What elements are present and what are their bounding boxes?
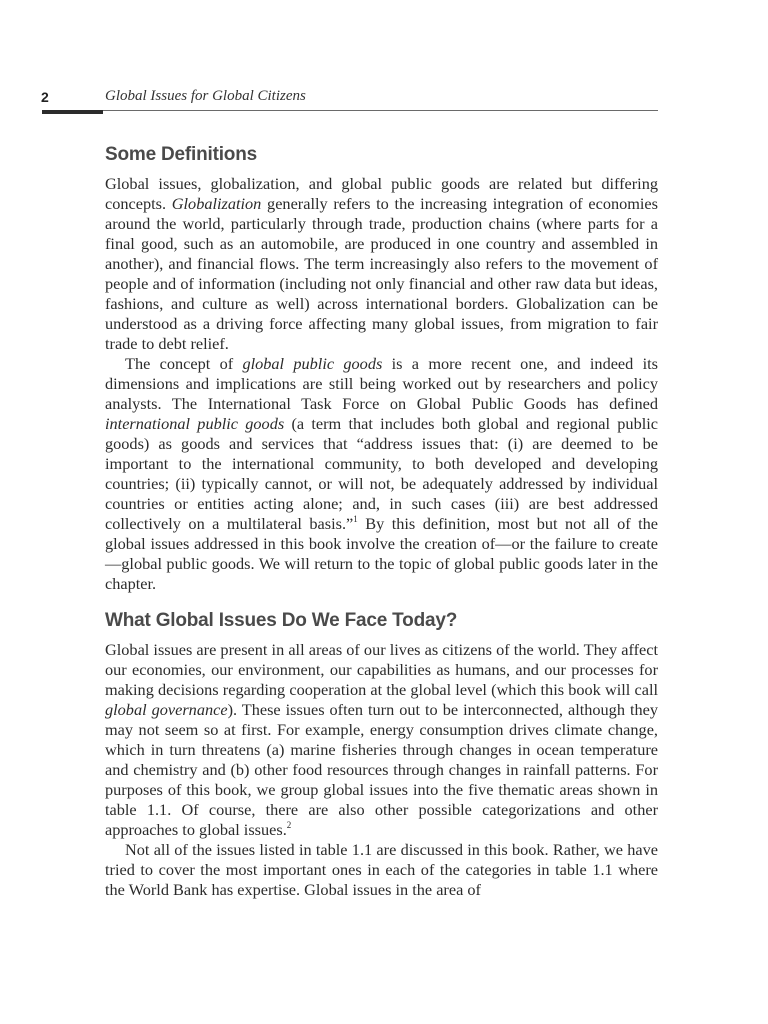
header-rule bbox=[103, 110, 658, 111]
section-heading-global-issues: What Global Issues Do We Face Today? bbox=[105, 610, 458, 631]
running-head-title: Global Issues for Global Citizens bbox=[105, 88, 306, 104]
paragraph-global-public-goods: The concept of global public goods is a more recent one, and indeed its dimensions and implications are still being worked out by researchers and policy analysts. The International Task Force on Global Public Goods has defined international public goods (a term that includes both global and regional public goods) as goods and services that “address issues that: (i) are deemed to be important to the international community, to both developed and developing countries; (ii) typically cannot, or will not, be adequately addressed by individual countries or entities acting alone; and, in such cases (iii) are best addressed collectively on a multilateral basis.”$^1$ By this definition, most but not all of the global issues addressed in this book involve the creation of—or the failure to create—global public goods. We will return to the topic of global public goods later in the chapter. bbox=[105, 354, 659, 593]
paragraph-table-scope: Not all of the issues listed in table 1.1 are discussed in this book. Rather, we have tried to cover the most important ones in each of the categories in table 1.1 where the World Bank has expertise. Global issues in the area of bbox=[105, 840, 658, 899]
paragraph-global-issues: Global issues are present in all areas of our lives as citizens of the world. They affect our economies, our environment, our capabilities as humans, and our processes for making decisions regarding cooperation at the global level (which this book will call global governance). These issues often turn out to be interconnected, although they may not seem so at first. For example, energy consumption drives climate change, which in turn threatens (a) marine fisheries through changes in ocean temperature and chemistry and (b) other food resources through changes in rainfall patterns. For purposes of this book, we group global issues into the five thematic areas shown in table 1.1. Of course, there are also other possible categorizations and other approaches to global issues.$^2$ bbox=[105, 640, 658, 839]
footnote-ref-1[interactable]: 1 bbox=[353, 513, 358, 524]
header-bar bbox=[42, 110, 103, 114]
section-heading-definitions: Some Definitions bbox=[105, 144, 257, 165]
page-number: 2 bbox=[41, 89, 49, 105]
page-body bbox=[105, 142, 658, 900]
paragraph-globalization: Global issues, globalization, and global public goods are related but differing concepts. Globalization generally refers to the increasing integration of economies around the world, particularly through trade, production chains (where parts for a final good, such as an automobile, are produced in one country and assembled in another), and financial flows. The term increasingly also refers to the movement of people and of information (including not only financial and other raw data but ideas, fashions, and culture as well) across international borders. Globalization can be understood as a driving force affecting many global issues, from migration to fair trade to debt relief. bbox=[105, 174, 658, 353]
footnote-ref-2[interactable]: 2 bbox=[286, 819, 292, 830]
